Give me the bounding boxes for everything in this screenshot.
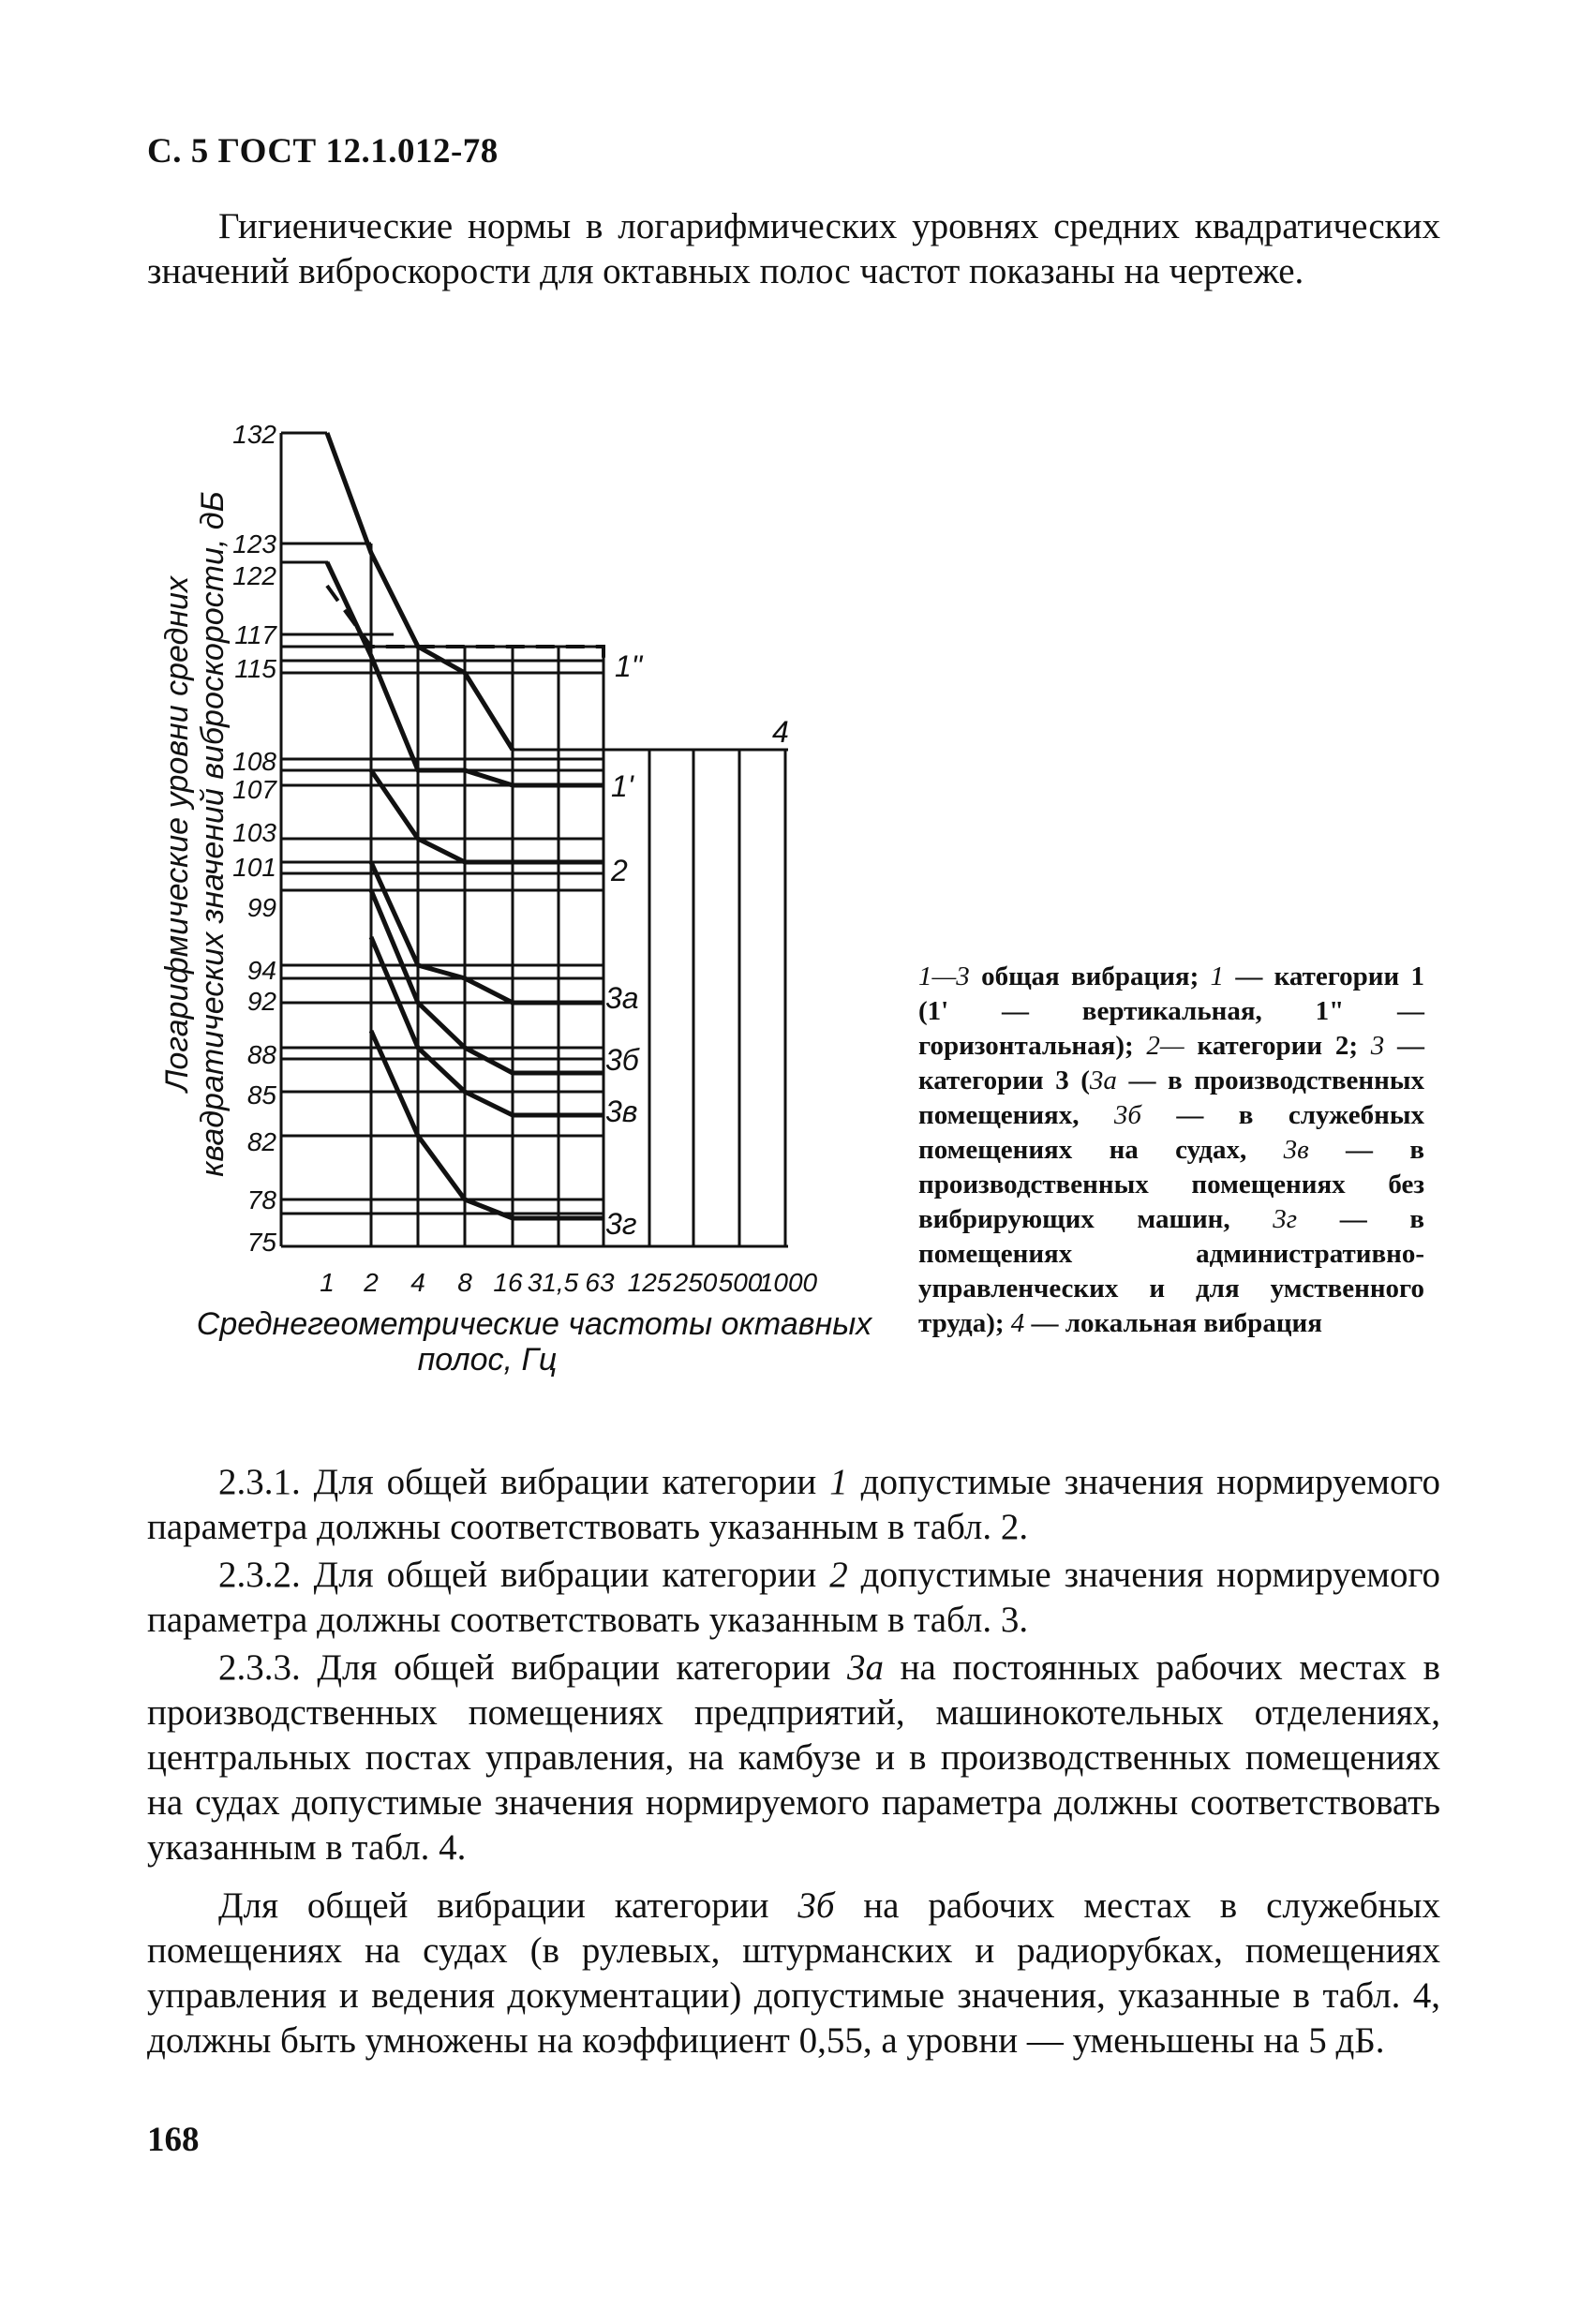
x-tick-125: 125 <box>627 1268 672 1297</box>
label-3v: 3в <box>605 1095 638 1128</box>
x-tick-31-5: 31,5 <box>527 1268 579 1297</box>
curve-4 <box>327 433 513 750</box>
legend-t12: — в служебных помещениях на судах, <box>918 1100 1424 1165</box>
label-3b: 3б <box>605 1043 639 1077</box>
y-tick-103: 103 <box>232 818 276 847</box>
y-tick-123: 123 <box>232 529 276 559</box>
x-axis-label-line2: полос, Гц <box>417 1342 558 1378</box>
legend-t3: 1 <box>1210 961 1225 991</box>
x-tick-4: 4 <box>410 1268 425 1297</box>
x-tick-1000: 1000 <box>758 1268 818 1297</box>
y-tick-99: 99 <box>246 893 276 922</box>
y-tick-108: 108 <box>232 747 276 776</box>
label-3g: 3г <box>605 1207 637 1241</box>
legend-t15: 3г <box>1273 1204 1298 1234</box>
legend-t7: 3 <box>1370 1031 1385 1061</box>
y-tick-94: 94 <box>246 956 276 985</box>
p1-text-c: допустимые значения нормируемого параметра должны соответствовать указанным в табл. 2. <box>147 1462 1440 1547</box>
legend-t1: 1—3 <box>918 961 970 991</box>
y-tick-107: 107 <box>232 775 276 804</box>
label-1doubleprime: 1" <box>615 649 643 683</box>
legend-t5: 2— <box>1146 1031 1184 1061</box>
y-axis-label-line1: Логарифмические уровни средних <box>159 576 195 1092</box>
y-tick-115: 115 <box>234 654 276 683</box>
figure-legend <box>918 960 1424 1341</box>
legend-t10: — в производственных помещениях, <box>918 1065 1424 1130</box>
curve-3a <box>371 862 603 1003</box>
p1-text-a: 2.3.1. Для общей вибрации категории <box>218 1462 830 1502</box>
p3-text-a: 2.3.3. Для общей вибрации категории <box>218 1647 847 1688</box>
legend-t6: категории 2; <box>1184 1031 1371 1061</box>
y-tick-88: 88 <box>246 1040 276 1069</box>
p3-text-c: на постоянных рабочих местах в производственных помещениях предприятий, машинокотельных отделениях, центральных постах управления, на камбузе и в производственных помещениях на судах допустимые значения нормируемого параметра должны соответствовать указанным в табл. 4. <box>147 1647 1440 1868</box>
page-header: С. 5 ГОСТ 12.1.012-78 <box>147 132 499 171</box>
intro-paragraph: Гигиенические нормы в логарифмических уровнях средних квадратических значений виброскорости для октавных полос частот показаны на чертеже. <box>147 206 1440 291</box>
body-text <box>147 1460 1440 2063</box>
legend-t13: 3в <box>1283 1135 1309 1165</box>
legend-t4: — категории 1 (1' — вертикальная, 1" — горизонтальная); <box>918 961 1424 1061</box>
legend-t17: 4 <box>1010 1308 1025 1338</box>
x-tick-250: 250 <box>673 1268 718 1297</box>
y-axis-label-line2: квадратических значений виброскорости, дБ <box>195 491 231 1177</box>
p4-text-c: на рабочих местах в служебных помещениях на судах (в рулевых, штурманских и радиорубках, помещениях управления и ведения документации) допустимые значения, указанные в табл. 4, должны быть умножены на коэффициент 0,55, а уровни — уменьшены на 5 дБ. <box>147 1885 1440 2061</box>
legend-t2: общая вибрация; <box>969 961 1211 991</box>
label-1prime: 1' <box>611 769 633 803</box>
p3-category: 3а <box>847 1647 884 1688</box>
x-tick-8: 8 <box>457 1268 472 1297</box>
y-tick-122: 122 <box>232 561 276 590</box>
y-tick-117: 117 <box>234 620 276 649</box>
paragraph-2-3-2 <box>147 1553 1440 1643</box>
paragraph-2-3-3 <box>147 1646 1440 1870</box>
legend-t18: — локальная вибрация <box>1024 1308 1322 1338</box>
x-tick-16: 16 <box>493 1268 523 1297</box>
legend-t9: 3а <box>1089 1065 1117 1095</box>
x-tick-63: 63 <box>585 1268 615 1297</box>
label-3a: 3а <box>605 981 639 1015</box>
y-tick-132: 132 <box>232 420 276 449</box>
y-tick-82: 82 <box>246 1127 276 1156</box>
y-tick-92: 92 <box>246 987 276 1016</box>
p1-category: 1 <box>829 1462 848 1502</box>
p2-text-c: допустимые значения нормируемого параметра должны соответствовать указанным в табл. 3. <box>147 1555 1440 1640</box>
paragraph-2-3-1 <box>147 1460 1440 1550</box>
y-tick-85: 85 <box>246 1080 276 1110</box>
y-tick-75: 75 <box>246 1228 276 1257</box>
legend-t11: 3б <box>1113 1100 1141 1130</box>
p2-category: 2 <box>829 1555 848 1595</box>
x-axis-label-line1: Среднегеометрические частоты октавных <box>196 1306 872 1342</box>
p4-text-a: Для общей вибрации категории <box>218 1885 798 1926</box>
x-tick-1: 1 <box>320 1268 335 1297</box>
paragraph-3b <box>147 1884 1440 2063</box>
legend-t8: — категории 3 ( <box>918 1031 1424 1095</box>
x-tick-2: 2 <box>364 1268 379 1297</box>
label-2: 2 <box>611 854 628 887</box>
y-tick-101: 101 <box>232 853 276 882</box>
label-4: 4 <box>772 715 789 749</box>
curve-3b <box>371 890 603 1073</box>
legend-t14: — в производственных помещениях без вибрирующих машин, <box>918 1135 1424 1234</box>
y-tick-78: 78 <box>246 1185 276 1214</box>
page-number: 168 <box>147 2121 200 2159</box>
p4-category: 3б <box>797 1885 835 1926</box>
x-tick-500: 500 <box>718 1268 763 1297</box>
p2-text-a: 2.3.2. Для общей вибрации категории <box>218 1555 830 1595</box>
legend-t16: — в помещениях административно-управленческих и для умственного труда); <box>918 1204 1424 1338</box>
